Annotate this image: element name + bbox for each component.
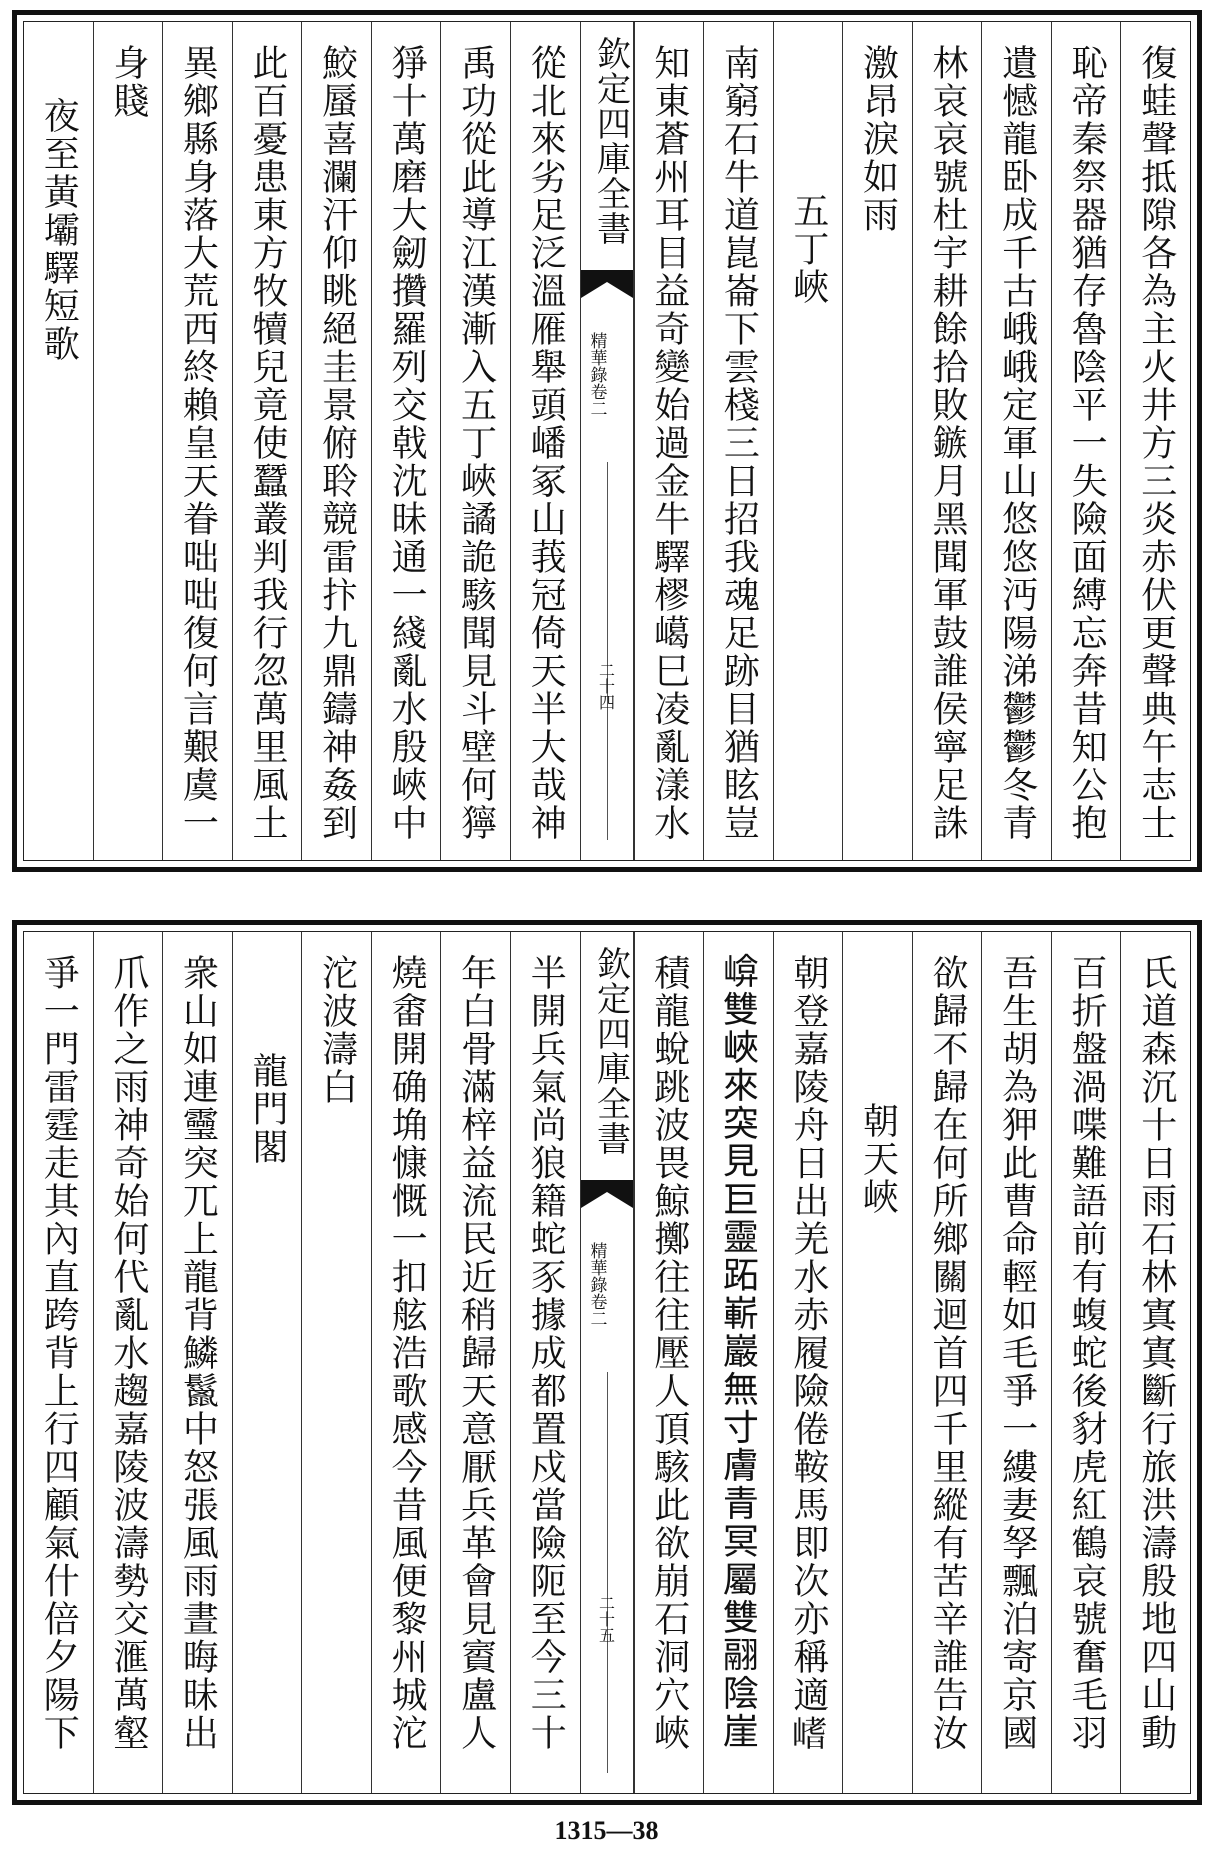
page-footer-number: 1315—38: [554, 1816, 659, 1845]
top-column-text: 鮫蜃喜瀾汗仰眺絕圭景俯聆競雷抃九鼎鑄神姦到: [316, 44, 358, 842]
top-column: [93, 22, 163, 860]
top-column: [24, 22, 93, 860]
top-column: [912, 22, 982, 860]
banner-title: 欽定四庫全書: [590, 946, 631, 1156]
fish-tail-mark-icon: [581, 1180, 633, 1208]
top-column: [162, 22, 232, 860]
bottom-column-text: 沱波濤白: [316, 954, 358, 1106]
top-page-columns: [23, 21, 1191, 861]
top-column: [703, 22, 773, 860]
bottom-column-text: 年白骨滿梓益流民近稍歸天意厭兵革會見賨盧人: [455, 954, 497, 1752]
top-column: [232, 22, 302, 860]
banner-page-number: 二十四: [596, 662, 616, 710]
bottom-column-text: 燒畬開确埆慷慨一扣舷浩歌感今昔風便黎州城沱: [386, 954, 428, 1752]
top-column-text: 五丁峽: [787, 192, 829, 306]
top-column-text: 林哀哀號杜宇耕餘拾敗鏃月黑聞軍鼓誰侯寧足誅: [927, 44, 969, 842]
bottom-column-text: 衆山如連𩆜突兀上龍背鱗鬣中怒張風雨晝晦昧出: [177, 954, 219, 1752]
top-column: [440, 22, 510, 860]
bottom-column: [912, 932, 982, 1793]
top-column: [301, 22, 371, 860]
top-column: [773, 22, 843, 860]
top-column: [981, 22, 1051, 860]
bottom-column: [510, 932, 580, 1793]
bottom-column-text: 𡹮雙峽來突見巨靈跖嶄巖無寸膚青冥屬雙翮陰崖: [718, 954, 760, 1752]
banner-page-number: 二十五: [596, 1595, 616, 1643]
bottom-column-text: 爭一門雷霆走其內直跨背上行四顧氣什倍夕陽下: [38, 954, 80, 1752]
top-column: [634, 22, 704, 860]
bottom-column: [981, 932, 1051, 1793]
bottom-column: [634, 932, 704, 1793]
bottom-column-text: 欲歸不歸在何所鄉關迴首四千里縱有苦辛誰告汝: [927, 954, 969, 1752]
bottom-column: [93, 932, 163, 1793]
bottom-column-text: 爪作之雨神奇始何代亂水趨嘉陵波濤勢交滙萬壑: [107, 954, 149, 1752]
top-column: [842, 22, 912, 860]
banner-divider-line: [607, 462, 608, 840]
top-column-text: 恥帝秦祭器猶存魯陰平一失險面縛忘奔昔知公抱: [1066, 44, 1108, 842]
top-column-text: 此百憂患東方牧犢兒竟使蠶叢判我行忽萬里風土: [246, 44, 288, 842]
bottom-page-columns: [23, 931, 1191, 1794]
banner-title: 欽定四庫全書: [590, 36, 631, 246]
top-column-text: 從北來劣足泛溫雁舉頭嶓冢山莪冠倚天半大哉神: [525, 44, 567, 842]
banner-subtitle: 精華錄卷二: [586, 332, 607, 417]
banner-divider-line: [607, 1372, 608, 1773]
fish-tail-mark-icon: [581, 270, 633, 298]
bottom-column: [440, 932, 510, 1793]
top-column-text: 南窮石牛道崑崙下雲棧三日招我魂足跡目猶眩豈: [718, 44, 760, 842]
bottom-column: [301, 932, 371, 1793]
bottom-column: [371, 932, 441, 1793]
top-column-text: 夜至黃壩驛短歌: [38, 97, 80, 363]
top-column-text: 身賤: [107, 44, 149, 120]
bottom-column: [1120, 932, 1190, 1793]
top-column-text: 猙十萬磨大劒攢羅列交戟沈昧通一綫亂水殷峽中: [386, 44, 428, 842]
bottom-column: [703, 932, 773, 1793]
bottom-column-text: 積龍蛻跳波畏鯨擲往往壓人頂駭此欲崩石洞穴峽: [648, 954, 690, 1752]
bottom-column: [162, 932, 232, 1793]
top-column-text: 異鄉縣身落大荒西終賴皇天眷咄咄復何言艱虞一: [177, 44, 219, 842]
bottom-column: [1051, 932, 1121, 1793]
bottom-column: [773, 932, 843, 1793]
top-column-text: 遺憾龍卧成千古峨峨定軍山悠悠沔陽涕鬱鬱冬青: [996, 44, 1038, 842]
bottom-column-text: 朝登嘉陵舟日出羌水赤履險倦鞍馬即次亦稱適𡺸: [787, 954, 829, 1752]
bottom-column-text: 朝天峽: [857, 1102, 899, 1216]
top-column: [1051, 22, 1121, 860]
bottom-column-text: 龍門閣: [246, 1052, 288, 1166]
bottom-column: [232, 932, 302, 1793]
bottom-column: [24, 932, 93, 1793]
top-center-banner: [580, 22, 634, 860]
top-column: [1120, 22, 1190, 860]
bottom-column: [842, 932, 912, 1793]
top-column-text: 激昂淚如雨: [857, 44, 899, 234]
bottom-page: [12, 920, 1202, 1805]
top-column-text: 禹功從此導江漢漸入五丁峽譎詭駭聞見斗壁何獰: [455, 44, 497, 842]
bottom-column-text: 半開兵氣尚狼籍蛇豕據成都置戍當險阨至今三十: [525, 954, 567, 1752]
banner-subtitle: 精華錄卷二: [586, 1242, 607, 1327]
bottom-center-banner: [580, 932, 634, 1793]
bottom-column-text: 吾生胡為狎此曹命輕如毛爭一縷妻孥飄泊寄京國: [996, 954, 1038, 1752]
top-column-text: 知東蒼州耳目益奇變始過金牛驛樛嶱巳凌亂漾水: [648, 44, 690, 842]
top-column: [371, 22, 441, 860]
top-column-text: 復蛙聲抵隙各為主火井方三炎赤伏更聲典午志士: [1135, 44, 1177, 842]
top-column: [510, 22, 580, 860]
top-page: [12, 10, 1202, 872]
bottom-column-text: 百折盤渦喋難語前有蝮蛇後豺虎紅鶴哀號奮毛羽: [1066, 954, 1108, 1752]
bottom-column-text: 氏道森沉十日雨石林寘寘斷行旅洪濤殷地四山動: [1135, 954, 1177, 1752]
